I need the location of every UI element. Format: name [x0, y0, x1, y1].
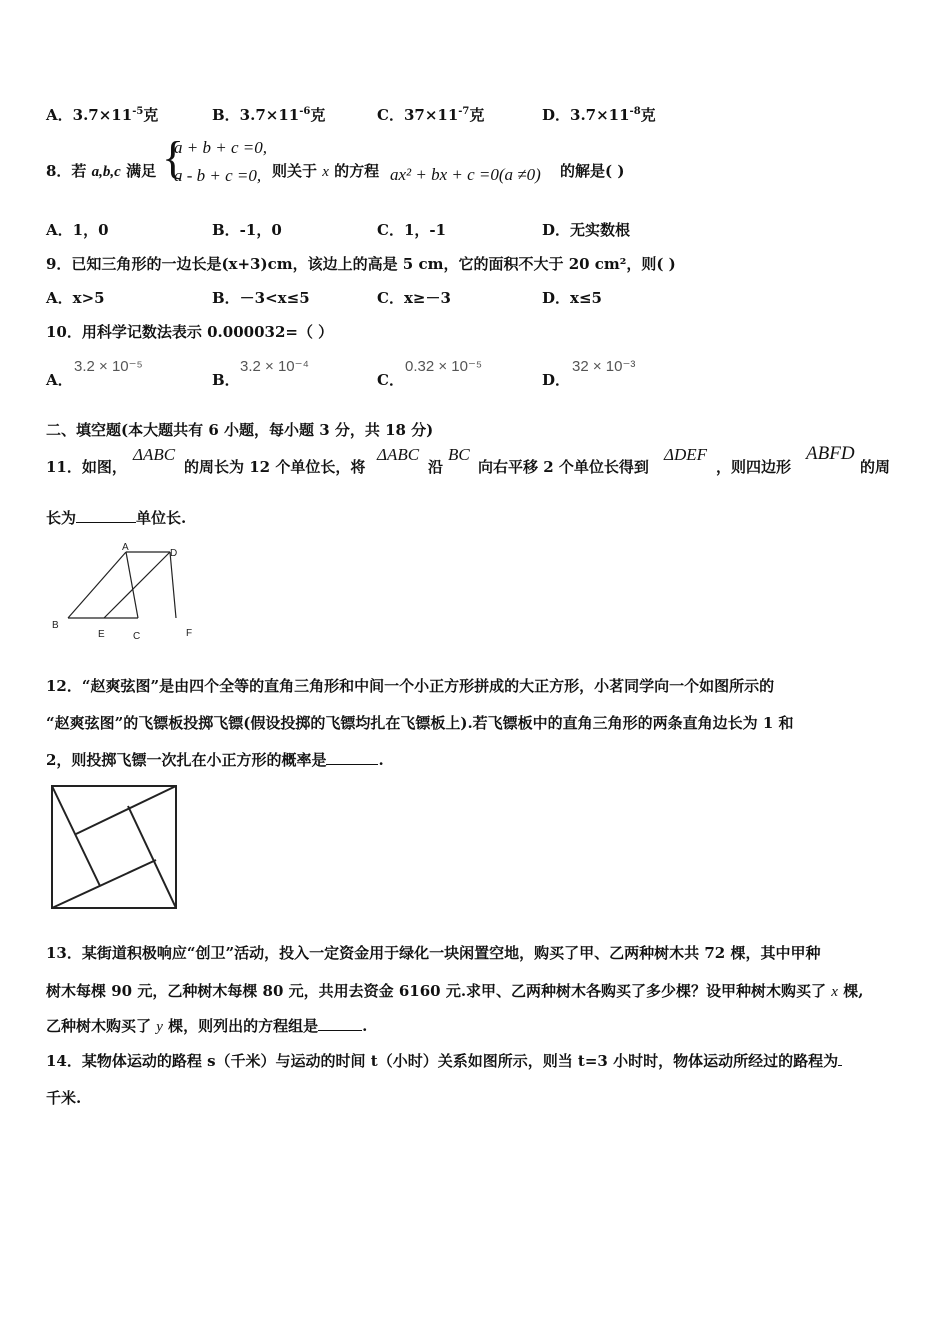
- q11-answer-blank[interactable]: [76, 508, 136, 523]
- line-ab: [68, 552, 126, 618]
- q7-option-b: B．$3.7\times 11^{-6}$克: [212, 106, 326, 124]
- q9-option-c: C．x≥－3: [377, 289, 451, 307]
- q10-option-d: D．: [542, 371, 571, 389]
- q10-option-d-value: 32 × 10⁻³: [572, 358, 636, 375]
- q10-option-c: C．: [377, 371, 404, 389]
- q11-text-2: 的周长为 12 个单位长，将: [184, 458, 366, 476]
- q8-option-d: D．无实数根: [542, 221, 631, 239]
- q8-system-brace: {: [162, 132, 185, 183]
- q8-quadratic: ax² + bx + c =0(a ≠0): [390, 165, 541, 184]
- label-e: E: [98, 629, 105, 640]
- q10-option-c-value: 0.32 × 10⁻⁵: [405, 358, 483, 375]
- q14-line-1: 14．某物体运动的路程 s（千米）与运动的时间 t（小时）关系如图所示，则当 t=3 小时时，物体运动所经过的路程为: [46, 1051, 842, 1071]
- label-d: D: [170, 548, 178, 559]
- q11-segment-bc: BC: [448, 445, 470, 464]
- q7-option-c: C．$37\times 11^{-7}$克: [377, 106, 485, 124]
- q11-text-6: 的周: [860, 458, 891, 476]
- q7-option-d: D．$3.7\times 11^{-8}$克: [542, 106, 656, 124]
- q12-line-3: 2，则投掷飞镖一次扎在小正方形的概率是 .: [46, 751, 384, 769]
- q12-line-1: 12．“赵爽弦图”是由四个全等的直角三角形和中间一个小正方形拼成的大正方形，小茗同学向一个如图所示的: [46, 677, 775, 695]
- q11-text-5: ，则四边形: [716, 458, 792, 476]
- q11-quad-abfd: ABFD: [806, 443, 855, 464]
- q11-text-1: 11．如图，: [46, 458, 127, 476]
- q7-option-a: A．$3.7\times 11^{-5}$克: [46, 106, 159, 124]
- q11-triangle-abc: ΔABC: [133, 445, 176, 464]
- q11-translation-figure: [46, 540, 196, 645]
- q9-text: 9．已知三角形的一边长是(x+3)cm，该边上的高是 5 cm，它的面积不大于 20 cm²，则( ): [46, 255, 676, 273]
- q8-prefix: 8．若 a,b,c 满足: [46, 162, 157, 180]
- q13-line-3: 乙种树木购买了 y 棵，则列出的方程组是 .: [46, 1017, 368, 1035]
- q13-line-2: 树木每棵 90 元，乙种树木每棵 80 元，共用去资金 6160 元.求甲、乙两种树木各购买了多少棵？设甲种树木购买了 x 棵,: [46, 982, 864, 1000]
- section-2-title: 二、填空题(本大题共有 6 小题，每小题 3 分，共 18 分): [46, 421, 434, 439]
- triangle-side-3: [128, 806, 176, 908]
- q11-triangle-def: ΔDEF: [664, 445, 708, 464]
- q10-option-a-value: 3.2 × 10⁻⁵: [74, 358, 143, 375]
- q11-triangle-abc-2: ΔABC: [377, 445, 420, 464]
- q8-suffix: 的解是( ): [560, 162, 625, 180]
- q8-option-c: C．1，-1: [377, 221, 447, 239]
- q12-zhao-shuang-figure: [50, 784, 180, 912]
- triangle-side-4: [76, 786, 176, 834]
- q10-option-a: A．: [46, 371, 73, 389]
- q10-option-b: B．: [212, 371, 240, 389]
- q8-option-a: A．1，0: [46, 221, 109, 239]
- triangle-side-1: [52, 786, 100, 886]
- q10-option-b-value: 3.2 × 10⁻⁴: [240, 358, 309, 375]
- q8-equation-2: a - b + c =0,: [174, 166, 262, 185]
- q14-line-2: 千米.: [46, 1089, 82, 1107]
- q13-line-1: 13．某街道积极响应“创卫”活动，投入一定资金用于绿化一块闲置空地，购买了甲、乙两种树木共 72 棵，其中甲种: [46, 944, 821, 962]
- q9-option-a: A．x>5: [46, 289, 105, 307]
- q11-text-4: 向右平移 2 个单位长得到: [478, 458, 649, 476]
- q10-text: 10．用科学记数法表示 0.000032=（ ）: [46, 323, 334, 341]
- q14-answer-blank[interactable]: [838, 1051, 842, 1066]
- q9-option-b: B．－3<x≤5: [212, 289, 310, 307]
- q8-middle: 则关于 x 的方程: [272, 162, 380, 180]
- label-a: A: [122, 542, 129, 553]
- label-f: F: [186, 628, 193, 639]
- outer-square: [52, 786, 176, 908]
- label-c: C: [133, 631, 141, 642]
- q8-equation-1: a + b + c =0,: [174, 138, 267, 157]
- triangle-side-2: [52, 860, 156, 908]
- label-b: B: [52, 620, 59, 631]
- line-de: [104, 552, 170, 618]
- q12-line-2: “赵爽弦图”的飞镖板投掷飞镖(假设投掷的飞镖均扎在飞镖板上).若飞镖板中的直角三角形的两条直角边长为 1 和: [46, 714, 794, 732]
- q11-line-2: 长为 单位长.: [46, 509, 187, 527]
- q11-text-3: 沿: [428, 458, 444, 476]
- q12-answer-blank[interactable]: [326, 750, 378, 765]
- q13-answer-blank[interactable]: [318, 1016, 362, 1031]
- q8-option-b: B．-1，0: [212, 221, 282, 239]
- line-df: [170, 552, 176, 618]
- q9-option-d: D．x≤5: [542, 289, 602, 307]
